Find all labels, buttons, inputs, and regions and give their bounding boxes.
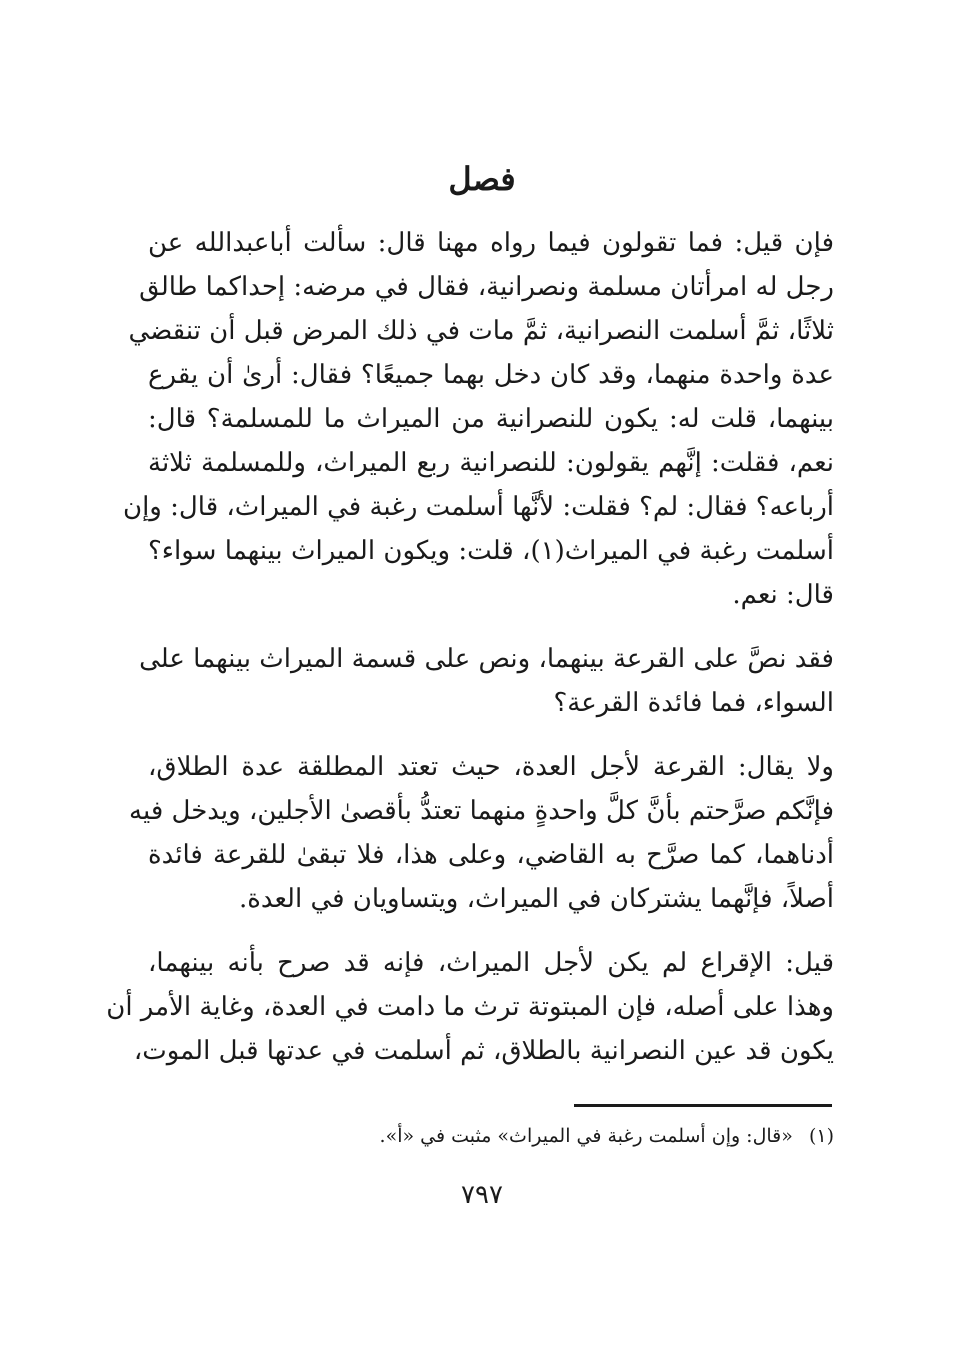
text-line: أدناهما، كما صرَّح به القاضي، وعلى هذا، فلا تبقىٰ للقرعة فائدة	[148, 840, 834, 870]
text-line: قيل: الإقراع لم يكن لأجل الميراث، فإنه قد صرح بأنه بينهما،	[148, 948, 834, 978]
page-number: ٧٩٧	[461, 1180, 503, 1210]
text-line: ولا يقال: القرعة لأجل العدة، حيث تعتد المطلقة عدة الطلاق،	[148, 752, 834, 782]
text-line: فإنَّكم صرَّحتم بأنَّ كلَّ واحدةٍ منهما تعتدُّ بأقصىٰ الأجلين، ويدخل فيه	[129, 796, 834, 826]
footnote	[380, 1125, 834, 1148]
text-line: فقد نصَّ على القرعة بينهما، ونص على قسمة الميراث بينهما على	[139, 644, 834, 674]
text-line: أصلاً، فإنَّهما يشتركان في الميراث، ويتساويان في العدة.	[238, 884, 834, 914]
text-line: نعم، فقلت: إنَّهم يقولون: للنصرانية ربع الميراث، وللمسلمة ثلاثة	[148, 448, 834, 478]
footnote-separator	[574, 1104, 832, 1107]
text-line: ثلاثًا، ثمَّ أسلمت النصرانية، ثمَّ مات في ذلك المرض قبل أن تنقضي	[128, 316, 834, 346]
text-line: رجل له امرأتان مسلمة ونصرانية، فقال في مرضه: إحداكما طالق	[139, 272, 834, 302]
text-line: قال: نعم.	[732, 580, 834, 610]
text-line: عدة واحدة منهما، وقد كان دخل بهما جميعًا؟ فقال: أرىٰ أن يقرع	[148, 360, 834, 390]
text-line: السواء، فما فائدة القرعة؟	[553, 688, 834, 718]
text-line: وهذا على أصله، فإن المبتوتة ترث ما دامت في العدة، وغاية الأمر أن	[106, 992, 834, 1022]
text-line: أسلمت رغبة في الميراث(١)، قلت: ويكون الميراث بينهما سواء؟	[148, 536, 834, 566]
text-line: بينهما، قلت له: يكون للنصرانية من الميراث ما للمسلمة؟ قال:	[148, 404, 834, 434]
section-heading: فصل	[448, 160, 516, 198]
footnote-text: «قال: وإن أسلمت رغبة في الميراث» مثبت في «أ».	[379, 1125, 793, 1147]
footnote-marker: (١)	[808, 1125, 834, 1147]
text-line: فإن قيل: فما تقولون فيما رواه مهنا قال: سألت أباعبدالله عن	[148, 228, 834, 258]
text-line: أرباعه؟ فقال: لم؟ فقلت: لأنَّها أسلمت رغبة في الميراث، قال: وإن	[122, 492, 834, 522]
text-line: يكون قد عين النصرانية بالطلاق، ثم أسلمت في عدتها قبل الموت،	[133, 1036, 834, 1066]
